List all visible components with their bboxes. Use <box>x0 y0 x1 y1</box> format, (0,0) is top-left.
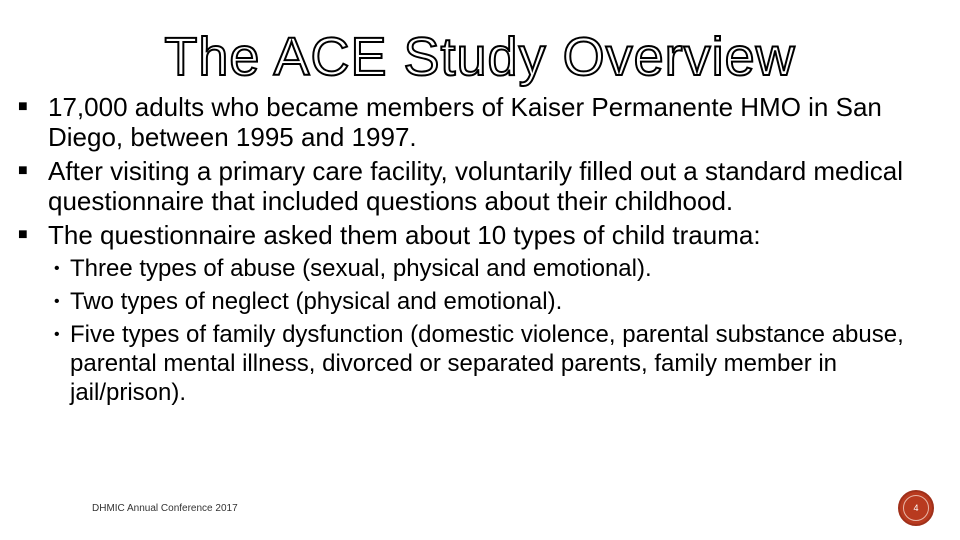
dot-bullet-icon: • <box>54 260 60 277</box>
bullet-list <box>18 92 948 411</box>
sub-bullet-text: Five types of family dysfunction (domestic violence, parental substance abuse, parental mental illness, divorced or separated parents, family member in jail/prison). <box>70 321 904 406</box>
sub-bullet-text: Three types of abuse (sexual, physical and emotional). <box>70 255 652 282</box>
page-number: 4 <box>903 495 929 521</box>
bullet-item <box>18 156 948 216</box>
dot-bullet-icon: • <box>54 293 60 310</box>
footer-text: DHMIC Annual Conference 2017 <box>92 503 238 514</box>
bullet-text: The questionnaire asked them about 10 types of child trauma: <box>48 220 761 250</box>
bullet-item <box>18 220 948 250</box>
dot-bullet-icon: • <box>54 326 60 343</box>
bullet-item <box>18 92 948 152</box>
sub-bullet-item <box>18 287 948 316</box>
bullet-text: 17,000 adults who became members of Kaiser Permanente HMO in San Diego, between 1995 and 1997. <box>48 92 882 152</box>
square-bullet-icon: ■ <box>18 98 28 115</box>
sub-bullet-text: Two types of neglect (physical and emotional). <box>70 288 563 315</box>
page-number-badge <box>898 490 934 526</box>
square-bullet-icon: ■ <box>18 226 28 243</box>
sub-bullet-item <box>18 320 948 407</box>
bullet-text: After visiting a primary care facility, voluntarily filled out a standard medical questionnaire that included questions about their childhood. <box>48 156 903 216</box>
slide-title: The ACE Study Overview <box>164 27 796 87</box>
sub-bullet-list <box>18 254 948 407</box>
sub-bullet-item <box>18 254 948 283</box>
square-bullet-icon: ■ <box>18 162 28 179</box>
